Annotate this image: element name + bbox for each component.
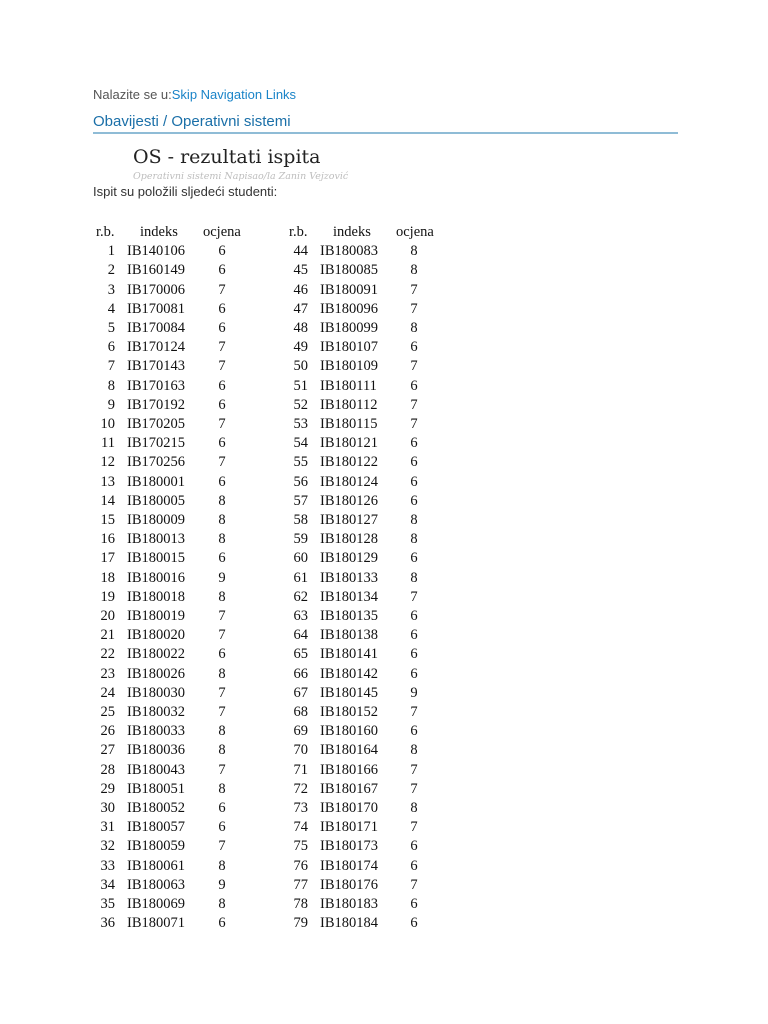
ocjena-cell: 8 <box>218 492 226 509</box>
indeks-cell: IB180057 <box>127 819 185 836</box>
indeks-cell: IB180019 <box>127 608 185 624</box>
rb-cell: 21 <box>100 627 115 644</box>
ocjena-cell: 7 <box>410 281 418 298</box>
indeks-cell: IB180134 <box>320 588 378 605</box>
rb-cell: 44 <box>293 243 308 260</box>
rb-cell: 15 <box>100 512 115 528</box>
indeks-cell: IB170256 <box>127 454 185 471</box>
ocjena-cell: 7 <box>410 704 418 720</box>
indeks-cell: IB180160 <box>320 723 378 740</box>
rb-cell: 54 <box>293 435 308 452</box>
indeks-cell: IB180022 <box>127 646 185 663</box>
indeks-cell: IB180135 <box>320 608 378 624</box>
indeks-cell: IB180005 <box>127 492 185 509</box>
rb-cell: 64 <box>293 627 308 644</box>
ocjena-cell: 8 <box>218 531 226 548</box>
rb-cell: 51 <box>293 377 308 394</box>
header-rb: r.b. <box>96 224 115 240</box>
ocjena-cell: 6 <box>410 550 418 567</box>
ocjena-cell: 6 <box>410 896 418 912</box>
ocjena-cell: 8 <box>410 742 418 759</box>
ocjena-cell: 8 <box>410 512 418 528</box>
ocjena-cell: 7 <box>218 684 226 701</box>
ocjena-cell: 6 <box>410 492 418 509</box>
indeks-cell: IB180032 <box>127 704 185 720</box>
indeks-cell: IB180071 <box>127 915 185 932</box>
ocjena-cell: 8 <box>410 262 418 279</box>
ocjena-cell: 7 <box>410 876 418 893</box>
ocjena-cell: 6 <box>410 665 418 682</box>
indeks-cell: IB180171 <box>320 819 378 836</box>
rb-cell: 68 <box>293 704 308 720</box>
ocjena-cell: 8 <box>218 742 226 759</box>
rb-cell: 73 <box>293 800 308 816</box>
ocjena-cell: 8 <box>218 512 226 528</box>
ocjena-cell: 8 <box>218 857 226 874</box>
indeks-cell: IB180051 <box>127 780 185 797</box>
indeks-cell: IB140106 <box>127 243 185 260</box>
ocjena-cell: 7 <box>218 761 226 778</box>
ocjena-cell: 7 <box>410 761 418 778</box>
rb-cell: 2 <box>107 262 115 279</box>
indeks-cell: IB180001 <box>127 473 185 490</box>
rb-cell: 58 <box>293 512 308 528</box>
indeks-cell: IB180138 <box>320 627 378 644</box>
indeks-cell: IB180033 <box>127 723 185 740</box>
header-indeks: indeks <box>140 224 178 240</box>
indeks-cell: IB180091 <box>320 281 378 298</box>
section-breadcrumb <box>93 113 678 134</box>
rb-cell: 47 <box>293 300 308 317</box>
ocjena-cell: 6 <box>218 550 226 567</box>
rb-cell: 49 <box>293 339 308 356</box>
rb-cell: 13 <box>100 473 115 490</box>
rb-cell: 45 <box>293 262 308 279</box>
indeks-cell: IB180126 <box>320 492 378 509</box>
ocjena-cell: 7 <box>410 416 418 432</box>
ocjena-cell: 6 <box>410 646 418 663</box>
ocjena-cell: 7 <box>410 300 418 317</box>
indeks-cell: IB180107 <box>320 339 378 356</box>
indeks-cell: IB170143 <box>127 358 185 375</box>
ocjena-cell: 6 <box>410 915 418 932</box>
indeks-cell: IB180115 <box>320 416 378 432</box>
ocjena-cell: 7 <box>218 627 226 644</box>
indeks-cell: IB180173 <box>320 838 378 855</box>
indeks-cell: IB180170 <box>320 800 378 816</box>
indeks-cell: IB180096 <box>320 300 378 317</box>
rb-cell: 75 <box>293 838 308 855</box>
rb-cell: 19 <box>100 588 115 605</box>
rb-cell: 60 <box>293 550 308 567</box>
ocjena-cell: 7 <box>218 281 226 298</box>
indeks-cell: IB180176 <box>320 876 378 893</box>
rb-cell: 17 <box>100 550 115 567</box>
breadcrumb <box>93 87 296 102</box>
rb-cell: 10 <box>100 416 115 432</box>
ocjena-cell: 6 <box>410 857 418 874</box>
rb-cell: 5 <box>107 320 115 336</box>
ocjena-cell: 8 <box>410 569 418 586</box>
rb-cell: 34 <box>100 876 115 893</box>
rb-cell: 52 <box>293 396 308 413</box>
indeks-cell: IB180043 <box>127 761 185 778</box>
indeks-cell: IB180127 <box>320 512 378 528</box>
indeks-cell: IB160149 <box>127 262 185 279</box>
ocjena-cell: 6 <box>218 646 226 663</box>
indeks-cell: IB180133 <box>320 569 378 586</box>
ocjena-cell: 6 <box>218 819 226 836</box>
indeks-cell: IB180069 <box>127 896 185 912</box>
rb-cell: 9 <box>107 396 115 413</box>
ocjena-cell: 8 <box>218 588 226 605</box>
rb-cell: 67 <box>293 684 308 701</box>
indeks-cell: IB180166 <box>320 761 378 778</box>
rb-cell: 62 <box>293 588 308 605</box>
rb-cell: 24 <box>100 684 115 701</box>
indeks-cell: IB180099 <box>320 320 378 336</box>
section-separator: / <box>158 113 172 130</box>
ocjena-cell: 7 <box>410 396 418 413</box>
indeks-cell: IB180112 <box>320 396 378 413</box>
indeks-cell: IB170006 <box>127 281 185 298</box>
ocjena-cell: 7 <box>410 588 418 605</box>
rb-cell: 30 <box>100 800 115 816</box>
ocjena-cell: 6 <box>218 377 226 394</box>
rb-cell: 11 <box>101 435 115 452</box>
indeks-cell: IB170081 <box>127 300 185 317</box>
rb-cell: 66 <box>293 665 308 682</box>
ocjena-cell: 7 <box>218 339 226 356</box>
indeks-cell: IB170205 <box>127 416 185 432</box>
ocjena-cell: 7 <box>218 358 226 375</box>
ocjena-cell: 8 <box>218 723 226 740</box>
rb-cell: 65 <box>293 646 308 663</box>
rb-cell: 6 <box>107 339 115 356</box>
indeks-cell: IB170084 <box>127 320 185 336</box>
ocjena-cell: 6 <box>410 377 418 394</box>
indeks-cell: IB180164 <box>320 742 378 759</box>
rb-cell: 76 <box>293 857 308 874</box>
ocjena-cell: 7 <box>410 358 418 375</box>
rb-cell: 32 <box>100 838 115 855</box>
ocjena-cell: 6 <box>218 435 226 452</box>
indeks-cell: IB180142 <box>320 665 378 682</box>
ocjena-cell: 8 <box>218 665 226 682</box>
header-ocjena: ocjena <box>203 224 241 240</box>
rb-cell: 12 <box>100 454 115 471</box>
ocjena-cell: 6 <box>218 396 226 413</box>
section-link-operativni-sistemi[interactable]: Operativni sistemi <box>171 113 291 130</box>
ocjena-cell: 7 <box>218 454 226 471</box>
rb-cell: 59 <box>293 531 308 548</box>
ocjena-cell: 9 <box>218 876 226 893</box>
ocjena-cell: 6 <box>218 473 226 490</box>
header-indeks: indeks <box>333 224 371 240</box>
ocjena-cell: 7 <box>410 780 418 797</box>
ocjena-cell: 8 <box>410 320 418 336</box>
rb-cell: 78 <box>293 896 308 912</box>
indeks-cell: IB180183 <box>320 896 378 912</box>
ocjena-cell: 7 <box>218 704 226 720</box>
ocjena-cell: 7 <box>218 608 226 624</box>
indeks-cell: IB170192 <box>127 396 185 413</box>
ocjena-cell: 7 <box>218 838 226 855</box>
rb-cell: 27 <box>100 742 115 759</box>
rb-cell: 69 <box>293 723 308 740</box>
ocjena-cell: 9 <box>218 569 226 586</box>
ocjena-cell: 8 <box>410 800 418 816</box>
indeks-cell: IB170163 <box>127 377 185 394</box>
indeks-cell: IB180013 <box>127 531 185 548</box>
ocjena-cell: 7 <box>410 819 418 836</box>
indeks-cell: IB180111 <box>320 377 377 394</box>
indeks-cell: IB180124 <box>320 473 378 490</box>
rb-cell: 46 <box>293 281 308 298</box>
ocjena-cell: 6 <box>218 915 226 932</box>
rb-cell: 20 <box>100 608 115 624</box>
rb-cell: 29 <box>100 780 115 797</box>
rb-cell: 3 <box>107 281 115 298</box>
rb-cell: 31 <box>100 819 115 836</box>
rb-cell: 16 <box>100 531 115 548</box>
rb-cell: 55 <box>293 454 308 471</box>
indeks-cell: IB180061 <box>127 857 185 874</box>
ocjena-cell: 6 <box>218 300 226 317</box>
rb-cell: 48 <box>293 320 308 336</box>
indeks-cell: IB180141 <box>320 646 378 663</box>
indeks-cell: IB180052 <box>127 800 185 816</box>
ocjena-cell: 6 <box>410 627 418 644</box>
ocjena-cell: 6 <box>410 454 418 471</box>
rb-cell: 36 <box>100 915 115 932</box>
indeks-cell: IB180059 <box>127 838 185 855</box>
ocjena-cell: 9 <box>410 684 418 701</box>
rb-cell: 8 <box>107 377 115 394</box>
rb-cell: 14 <box>100 492 115 509</box>
rb-cell: 18 <box>100 569 115 586</box>
indeks-cell: IB180121 <box>320 435 378 452</box>
rb-cell: 33 <box>100 857 115 874</box>
ocjena-cell: 6 <box>218 800 226 816</box>
ocjena-cell: 8 <box>218 780 226 797</box>
rb-cell: 57 <box>293 492 308 509</box>
ocjena-cell: 6 <box>410 838 418 855</box>
indeks-cell: IB180129 <box>320 550 378 567</box>
rb-cell: 70 <box>293 742 308 759</box>
rb-cell: 35 <box>100 896 115 912</box>
rb-cell: 63 <box>293 608 308 624</box>
rb-cell: 74 <box>293 819 308 836</box>
article-meta: Operativni sistemi Napisao/la Zanin Vejzović <box>133 171 349 182</box>
indeks-cell: IB180167 <box>320 780 378 797</box>
indeks-cell: IB180018 <box>127 588 185 605</box>
rb-cell: 77 <box>293 876 308 893</box>
rb-cell: 50 <box>293 358 308 375</box>
ocjena-cell: 7 <box>218 416 226 432</box>
ocjena-cell: 6 <box>410 608 418 624</box>
ocjena-cell: 6 <box>218 320 226 336</box>
indeks-cell: IB180026 <box>127 665 185 682</box>
rb-cell: 61 <box>293 569 308 586</box>
header-rb: r.b. <box>289 224 308 240</box>
indeks-cell: IB180085 <box>320 262 378 279</box>
ocjena-cell: 6 <box>410 473 418 490</box>
ocjena-cell: 6 <box>410 723 418 740</box>
indeks-cell: IB180083 <box>320 243 378 260</box>
breadcrumb-prefix: Nalazite se u: <box>93 87 172 102</box>
rb-cell: 56 <box>293 473 308 490</box>
article-intro: Ispit su položili sljedeći studenti: <box>93 184 278 199</box>
rb-cell: 28 <box>100 761 115 778</box>
indeks-cell: IB180015 <box>127 550 185 567</box>
indeks-cell: IB180009 <box>127 512 185 528</box>
section-link-obavijesti[interactable]: Obavijesti <box>93 113 159 130</box>
indeks-cell: IB180016 <box>127 569 185 586</box>
rb-cell: 23 <box>100 665 115 682</box>
indeks-cell: IB180152 <box>320 704 378 720</box>
ocjena-cell: 8 <box>218 896 226 912</box>
indeks-cell: IB170124 <box>127 339 185 356</box>
ocjena-cell: 6 <box>410 339 418 356</box>
rb-cell: 72 <box>293 780 308 797</box>
indeks-cell: IB180109 <box>320 358 378 375</box>
rb-cell: 22 <box>100 646 115 663</box>
rb-cell: 26 <box>100 723 115 740</box>
rb-cell: 71 <box>293 761 308 778</box>
rb-cell: 4 <box>107 300 115 317</box>
rb-cell: 79 <box>293 915 308 932</box>
indeks-cell: IB170215 <box>127 435 185 452</box>
rb-cell: 1 <box>107 243 115 260</box>
indeks-cell: IB180030 <box>127 684 185 701</box>
ocjena-cell: 6 <box>410 435 418 452</box>
indeks-cell: IB180020 <box>127 627 185 644</box>
rb-cell: 25 <box>100 704 115 720</box>
indeks-cell: IB180174 <box>320 857 378 874</box>
indeks-cell: IB180063 <box>127 876 185 893</box>
ocjena-cell: 6 <box>218 243 226 260</box>
ocjena-cell: 8 <box>410 531 418 548</box>
indeks-cell: IB180128 <box>320 531 378 548</box>
rb-cell: 53 <box>293 416 308 432</box>
ocjena-cell: 6 <box>218 262 226 279</box>
page-title: OS - rezultati ispita <box>133 146 321 168</box>
header-ocjena: ocjena <box>396 224 434 240</box>
skip-navigation-link[interactable]: Skip Navigation Links <box>171 87 297 102</box>
ocjena-cell: 8 <box>410 243 418 260</box>
rb-cell: 7 <box>107 358 115 375</box>
indeks-cell: IB180184 <box>320 915 378 932</box>
indeks-cell: IB180122 <box>320 454 378 471</box>
indeks-cell: IB180036 <box>127 742 185 759</box>
indeks-cell: IB180145 <box>320 684 378 701</box>
